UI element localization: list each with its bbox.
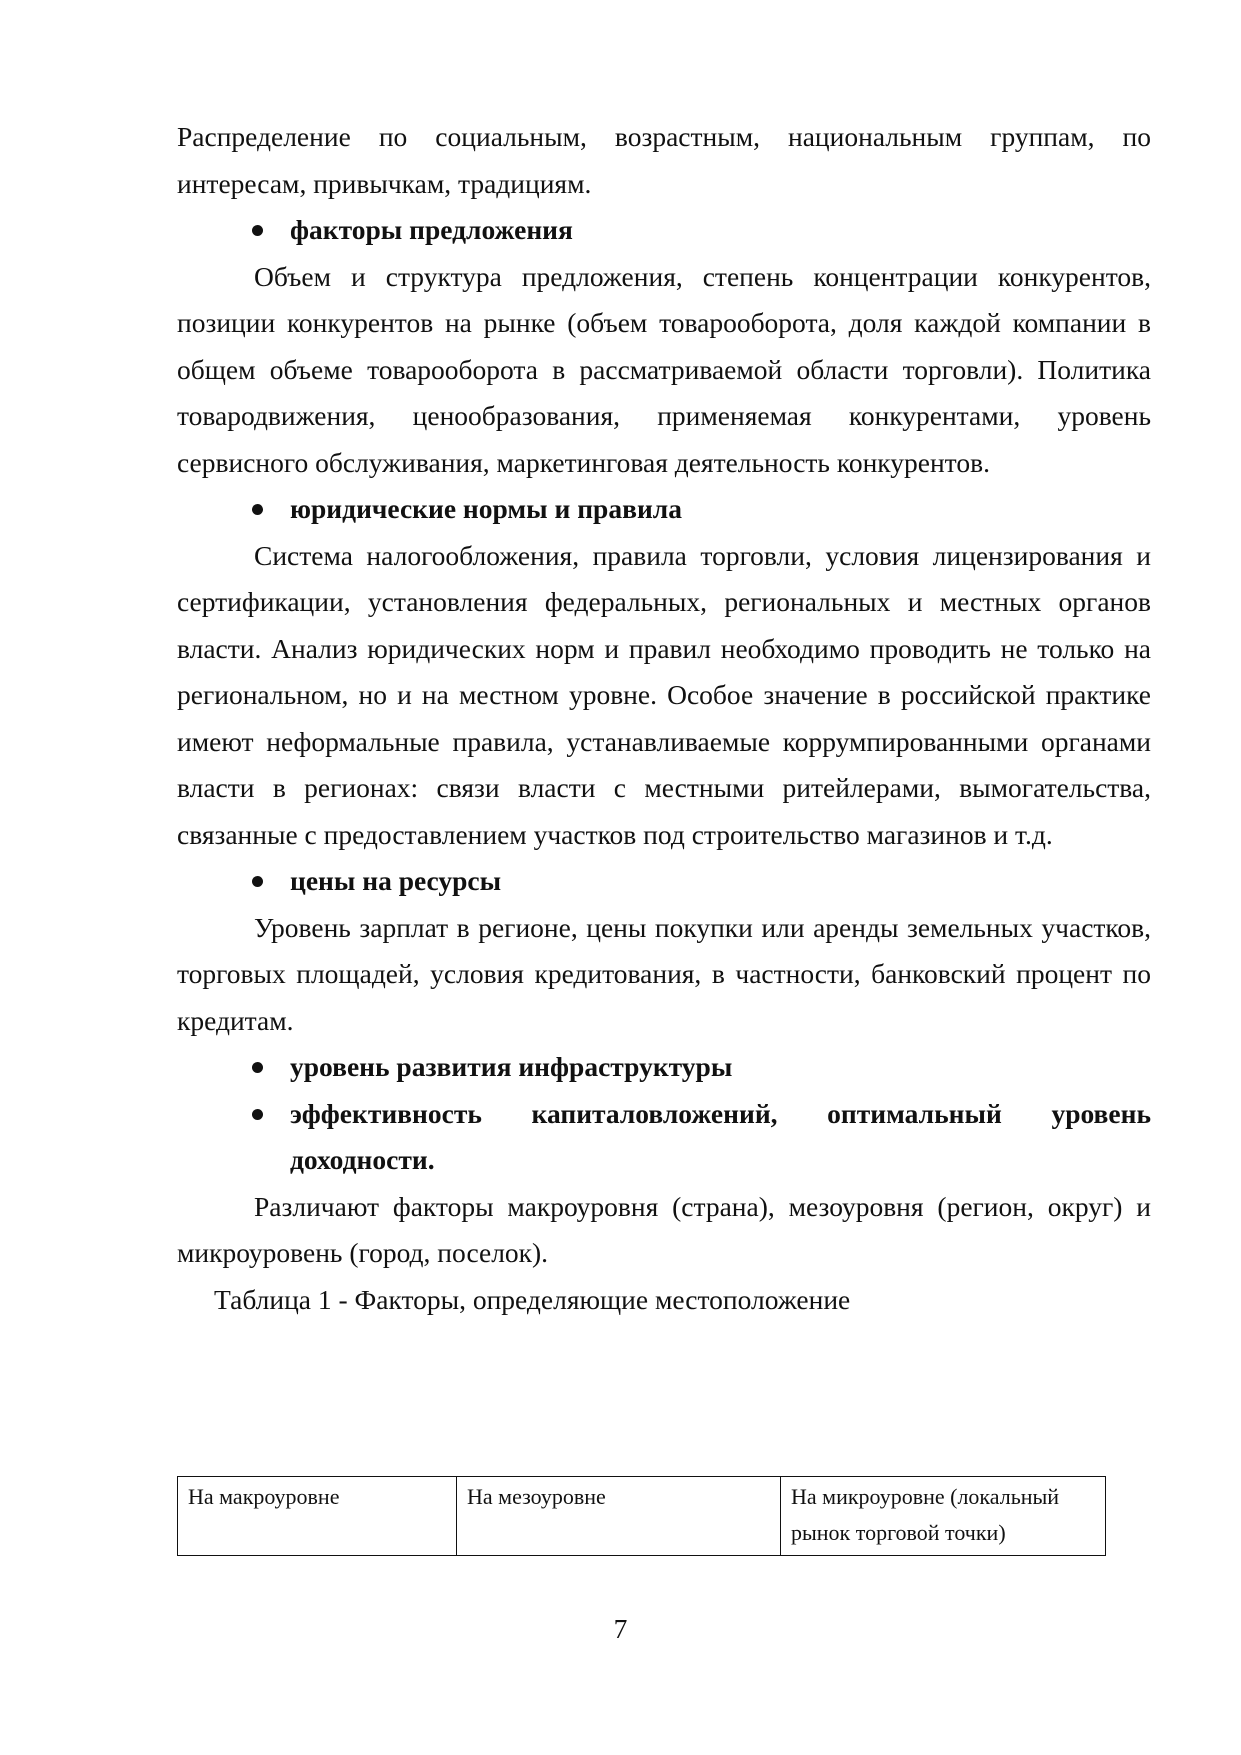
paragraph-resources: Уровень зарплат в регионе, цены покупки или аренды земельных участков, торговых площадей, условия кредитования, в частности, банковский процент по кредитам.	[177, 911, 1151, 1036]
bullet-text: уровень развития инфраструктуры	[290, 1051, 733, 1082]
page-number: 7	[613, 1613, 628, 1644]
bullet-text: цены на ресурсы	[290, 865, 502, 896]
paragraph-supply: Объем и структура предложения, степень концентрации конкурентов, позиции конкурентов на рынке (объем товарооборота, доля каждой компании в общем объеме товарооборота в рассматриваемой области торговли). Политика товародвижения, ценообразования, применяемая конкурентами, уровень сервисного обслуживания, маркетинговая деятельность конкурентов.	[177, 260, 1151, 478]
bullet-item-investment	[177, 1091, 1151, 1184]
bullet-list-supply	[177, 207, 1151, 254]
bullet-list-resources	[177, 858, 1151, 905]
bullet-icon	[252, 1062, 263, 1073]
bullet-icon	[252, 504, 263, 515]
bullet-text: юридические нормы и правила	[290, 493, 682, 524]
bullet-list-infrastructure	[177, 1044, 1151, 1184]
table-header-meso: На мезоуровне	[457, 1477, 781, 1556]
paragraph-legal: Система налогообложения, правила торговли, условия лицензирования и сертификации, установления федеральных, региональных и местных органов власти. Анализ юридических норм и правил необходимо проводить не только на региональном, но и на местном уровне. Особое значение в российской практике имеют неформальные правила, устанавливаемые коррумпированными органами власти в регионах: связи власти с местными ритейлерами, вымогательства, связанные с предоставлением участков под строительство магазинов и т.д.	[177, 539, 1151, 850]
page-body	[177, 114, 1151, 1323]
table-header-macro: На макроуровне	[178, 1477, 457, 1556]
paragraph-social-groups: Распределение по социальным, возрастным, национальным группам, по интересам, привычкам, традициям.	[177, 121, 1151, 199]
table-caption: Таблица 1 - Факторы, определяющие местоположение	[214, 1283, 851, 1315]
bullet-text: эффективность капиталовложений, оптимальный уровень доходности.	[290, 1097, 1151, 1175]
factors-table	[177, 1476, 1106, 1556]
bullet-icon	[252, 1109, 263, 1120]
paragraph-levels: Различают факторы макроуровня (страна), мезоуровня (регион, округ) и микроуровень (город, поселок).	[177, 1190, 1151, 1268]
bullet-icon	[252, 876, 263, 887]
bullet-list-legal	[177, 486, 1151, 533]
bullet-item-supply-factors	[177, 207, 1151, 254]
bullet-item-infrastructure	[177, 1044, 1151, 1091]
table-header-row	[178, 1477, 1106, 1556]
table-header-micro: На микроуровне (локальный рынок торговой точки)	[781, 1477, 1106, 1556]
bullet-icon	[252, 225, 263, 236]
bullet-item-resource-prices	[177, 858, 1151, 905]
bullet-item-legal-norms	[177, 486, 1151, 533]
bullet-text: факторы предложения	[290, 214, 573, 245]
